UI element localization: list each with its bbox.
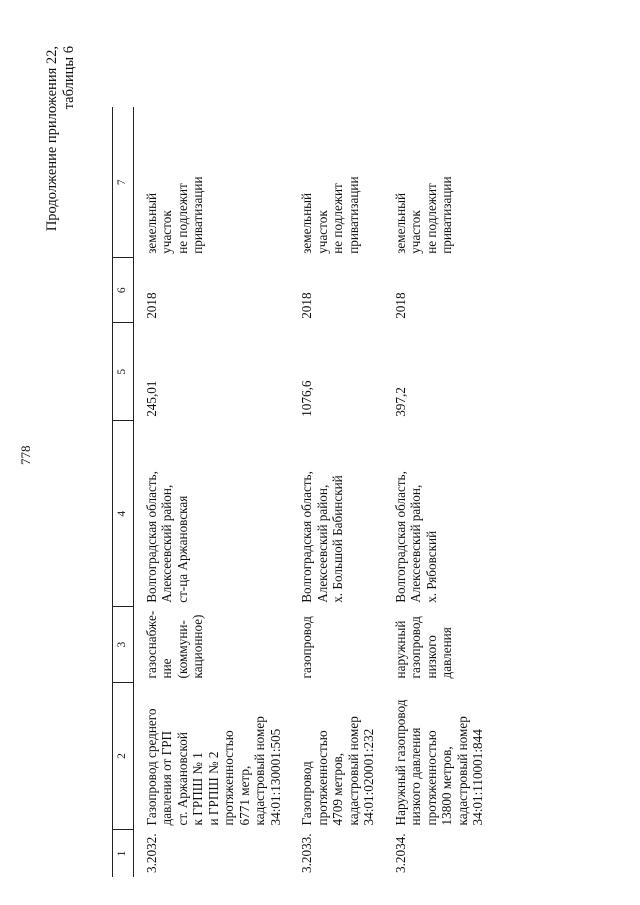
object-year-cell: 2018 — [299, 292, 314, 319]
object-note-cell — [133, 107, 289, 258]
row-number-cell: 3.2032. — [143, 833, 159, 873]
object-name-line: 34:01:020001:232 — [361, 728, 376, 826]
object-name-line: кадастровый номер — [454, 716, 470, 826]
object-name-line: 13800 метров, — [439, 746, 454, 826]
row-number-cell: 3.2033. — [299, 833, 314, 873]
object-year-cell: 2018 — [143, 292, 159, 319]
object-name-line: к ГРПШ № 1 — [190, 752, 205, 826]
object-location-line: Алексеевский район, — [314, 484, 330, 603]
object-note-line: приватизации — [190, 176, 205, 254]
object-note-line: земельный — [299, 192, 314, 254]
object-note-cell — [289, 107, 383, 258]
continuation-line-2: таблицы 6 — [61, 46, 77, 110]
object-location-cell — [383, 421, 492, 607]
object-purpose-line: газоснабже- — [143, 610, 159, 679]
object-note-line: не подлежит — [174, 183, 190, 254]
table-row — [133, 107, 289, 877]
property-table — [112, 107, 492, 877]
object-name-line: 34:01:130001:505 — [267, 728, 283, 826]
object-purpose-line: газопровод — [299, 616, 314, 679]
object-value-cell: 245,01 — [143, 380, 159, 417]
object-note-line: приватизации — [345, 176, 361, 254]
page-number: 778 — [18, 445, 33, 465]
col-header-2: 2 — [113, 682, 134, 829]
continuation-line-1: Продолжение приложения 22, — [44, 46, 60, 232]
col-header-6: 6 — [113, 258, 134, 323]
object-location-line: х. Большой Бабинский — [330, 475, 345, 603]
object-note-line: земельный — [143, 192, 159, 254]
col-header-1: 1 — [113, 829, 134, 877]
table-row — [289, 107, 383, 877]
object-year-cell: 2018 — [392, 292, 408, 319]
object-purpose-cell — [383, 607, 492, 683]
object-note-line: не подлежит — [423, 183, 439, 254]
col-header-4: 4 — [113, 421, 134, 607]
object-location-line: Волгоградская область, — [143, 471, 159, 603]
object-name-line: Наружный газопровод — [392, 699, 408, 826]
object-purpose-line: низкого — [423, 635, 439, 679]
continuation-heading — [44, 46, 78, 231]
object-location-line: х. Рябовский — [423, 530, 439, 603]
object-note-line: приватизации — [439, 176, 454, 254]
object-value-cell: 397,2 — [392, 387, 408, 417]
object-name-cell — [383, 682, 492, 829]
object-purpose-cell — [289, 607, 383, 683]
object-name-line: 6771 метр, — [236, 765, 252, 826]
object-name-line: протяженностью — [221, 730, 236, 826]
object-name-line: 4709 метров, — [330, 752, 345, 826]
object-name-line: 34:01:110001:844 — [470, 729, 485, 826]
object-name-line: низкого давления — [408, 727, 423, 826]
table-body — [133, 107, 492, 877]
object-location-line: Алексеевский район, — [159, 484, 174, 603]
object-name-line: кадастровый номер — [252, 716, 267, 826]
object-location-cell — [289, 421, 383, 607]
object-location-line: Волгоградская область, — [392, 471, 408, 603]
object-name-cell — [289, 682, 383, 829]
object-name-line: Газопровод среднего — [143, 708, 159, 826]
object-name-line: протяженностью — [423, 730, 439, 826]
object-location-cell — [133, 421, 289, 607]
object-purpose-cell — [133, 607, 289, 683]
object-note-line: не подлежит — [330, 183, 345, 254]
object-note-line: участок — [314, 210, 330, 254]
object-name-line: и ГРПШ № 2 — [205, 751, 221, 826]
object-purpose-line: наружный — [392, 620, 408, 679]
column-number-row — [113, 107, 134, 877]
row-number-cell: 3.2034. — [392, 833, 408, 873]
object-location-line: Алексеевский район, — [408, 484, 423, 603]
object-name-line: протяженностью — [314, 730, 330, 826]
object-note-line: участок — [159, 210, 174, 254]
object-purpose-line: ние — [159, 658, 174, 679]
col-header-5: 5 — [113, 323, 134, 421]
object-note-line: земельный — [392, 192, 408, 254]
object-note-cell — [383, 107, 492, 258]
col-header-7: 7 — [113, 107, 134, 258]
col-header-3: 3 — [113, 607, 134, 683]
object-name-line: Газопровод — [299, 761, 314, 826]
object-name-line: давления от ГРП — [159, 730, 174, 826]
object-name-line: кадастровый номер — [345, 716, 361, 826]
object-location-line: ст-ца Аржановская — [174, 495, 190, 603]
object-purpose-line: давления — [439, 627, 454, 679]
object-purpose-line: кационное) — [190, 614, 205, 679]
table-row — [383, 107, 492, 877]
object-purpose-line: (коммуни- — [174, 620, 190, 679]
object-location-line: Волгоградская область, — [299, 471, 314, 603]
object-purpose-line: газопровод — [408, 616, 423, 679]
object-value-cell: 1076,6 — [299, 380, 314, 417]
object-name-cell — [133, 682, 289, 829]
object-note-line: участок — [408, 210, 423, 254]
object-name-line: ст. Аржановской — [174, 732, 190, 826]
